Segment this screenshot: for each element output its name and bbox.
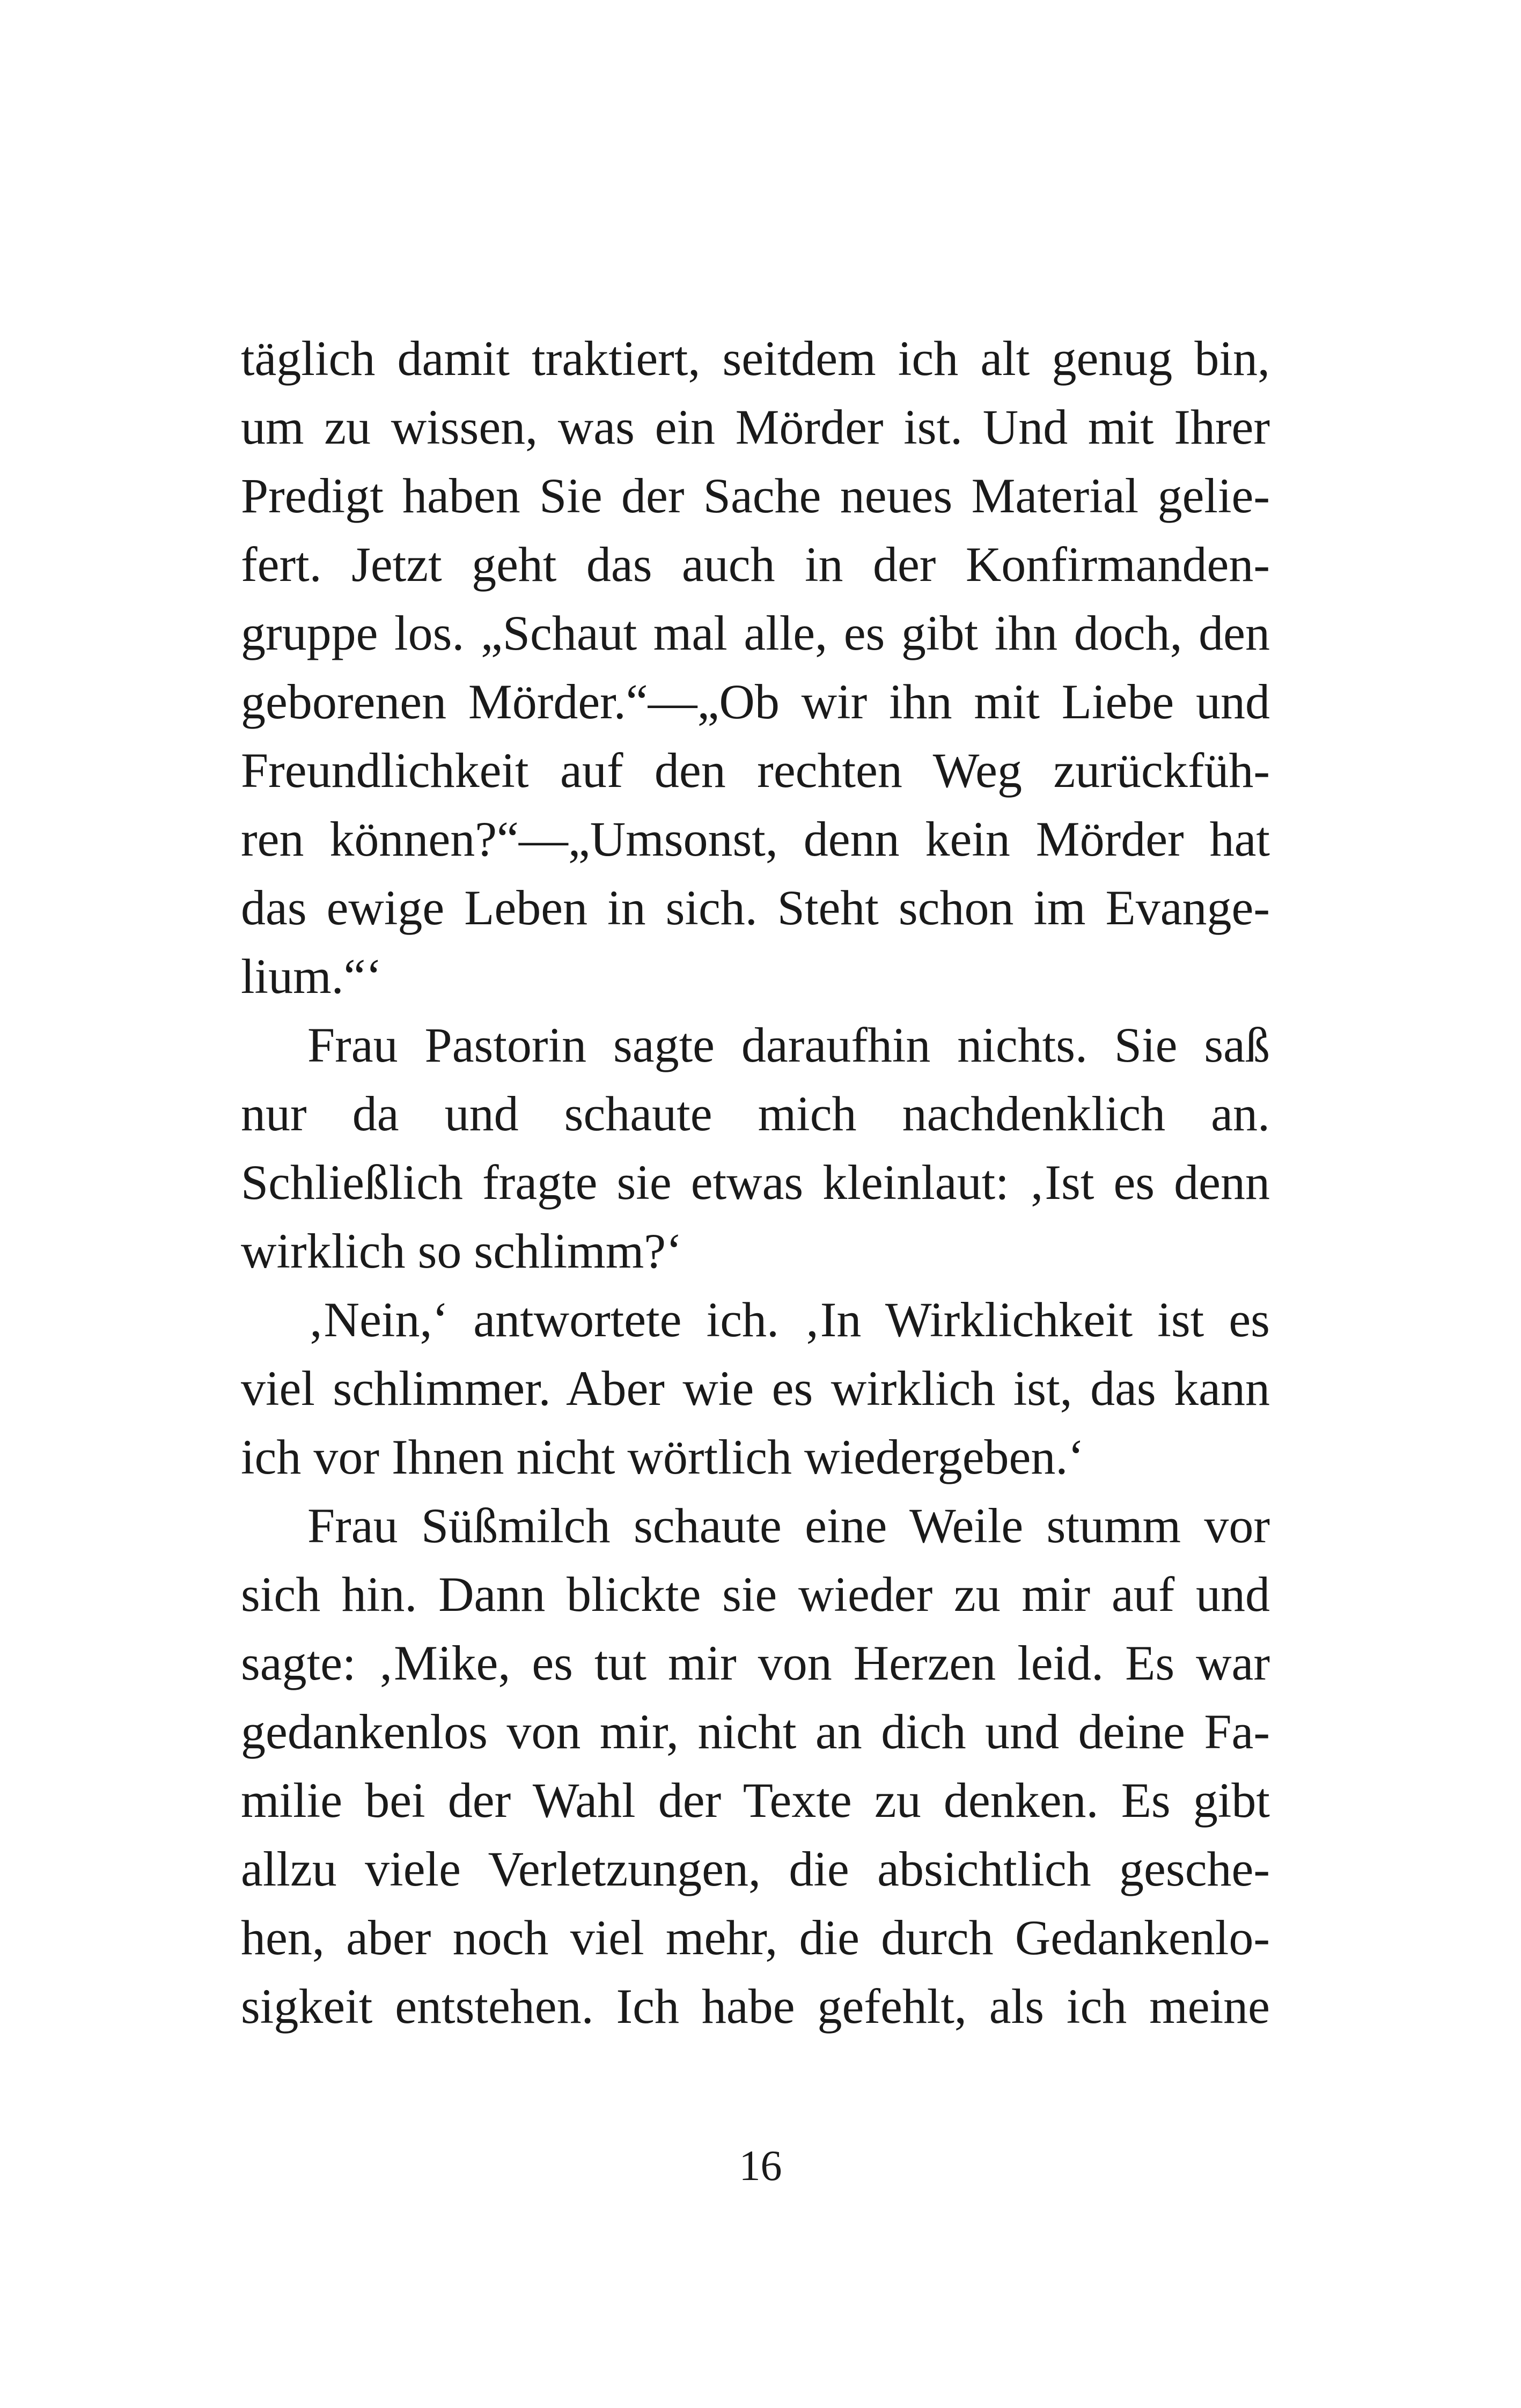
text-line: fert. Jetzt geht das auch in der Konfirmanden- [241, 537, 1270, 592]
text-line: Freundlichkeit auf den rechten Weg zurückfüh- [241, 743, 1270, 798]
text-line: lium.“‘ [241, 949, 383, 1004]
page-number: 16 [739, 2142, 782, 2190]
text-line: viel schlimmer. Aber wie es wirklich ist, das kann [241, 1361, 1270, 1416]
text-line: gruppe los. „Schaut mal alle, es gibt ihn doch, den [241, 606, 1270, 660]
paragraph-first-line: Frau Pastorin sagte daraufhin nichts. Sie saß [307, 1018, 1270, 1072]
text-line: täglich damit traktiert, seitdem ich alt genug bin, [241, 331, 1270, 386]
text-line: hen, aber noch viel mehr, die durch Gedankenlo- [241, 1910, 1270, 1965]
paragraph-first-line: ‚Nein,‘ antwortete ich. ‚In Wirklichkeit ist es [307, 1292, 1270, 1347]
text-line: sagte: ‚Mike, es tut mir von Herzen leid. Es war [241, 1636, 1270, 1690]
text-line: ren können?“—„Umsonst, denn kein Mörder hat [241, 812, 1270, 866]
body-text [241, 324, 1270, 2041]
text-line: milie bei der Wahl der Texte zu denken. Es gibt [241, 1773, 1270, 1828]
text-line: sigkeit entstehen. Ich habe gefehlt, als ich meine [241, 1979, 1270, 2034]
text-line: Predigt haben Sie der Sache neues Material gelie- [241, 468, 1270, 523]
text-line: Schließlich fragte sie etwas kleinlaut: ‚Ist es denn [241, 1155, 1270, 1210]
text-line: ich vor Ihnen nicht wörtlich wiedergeben.‘ [241, 1430, 1084, 1484]
paragraph-first-line: Frau Süßmilch schaute eine Weile stumm vor [307, 1498, 1270, 1553]
text-line: allzu viele Verletzungen, die absichtlich gesche- [241, 1842, 1270, 1896]
text-line: geborenen Mörder.“—„Ob wir ihn mit Liebe und [241, 674, 1270, 729]
text-line: nur da und schaute mich nachdenklich an. [241, 1086, 1270, 1141]
text-line: sich hin. Dann blickte sie wieder zu mir auf und [241, 1567, 1270, 1622]
text-line: das ewige Leben in sich. Steht schon im Evange- [241, 880, 1270, 935]
text-line: gedankenlos von mir, nicht an dich und deine Fa- [241, 1704, 1270, 1759]
text-line: wirklich so schlimm?‘ [241, 1224, 682, 1278]
text-line: um zu wissen, was ein Mörder ist. Und mit Ihrer [241, 400, 1270, 454]
